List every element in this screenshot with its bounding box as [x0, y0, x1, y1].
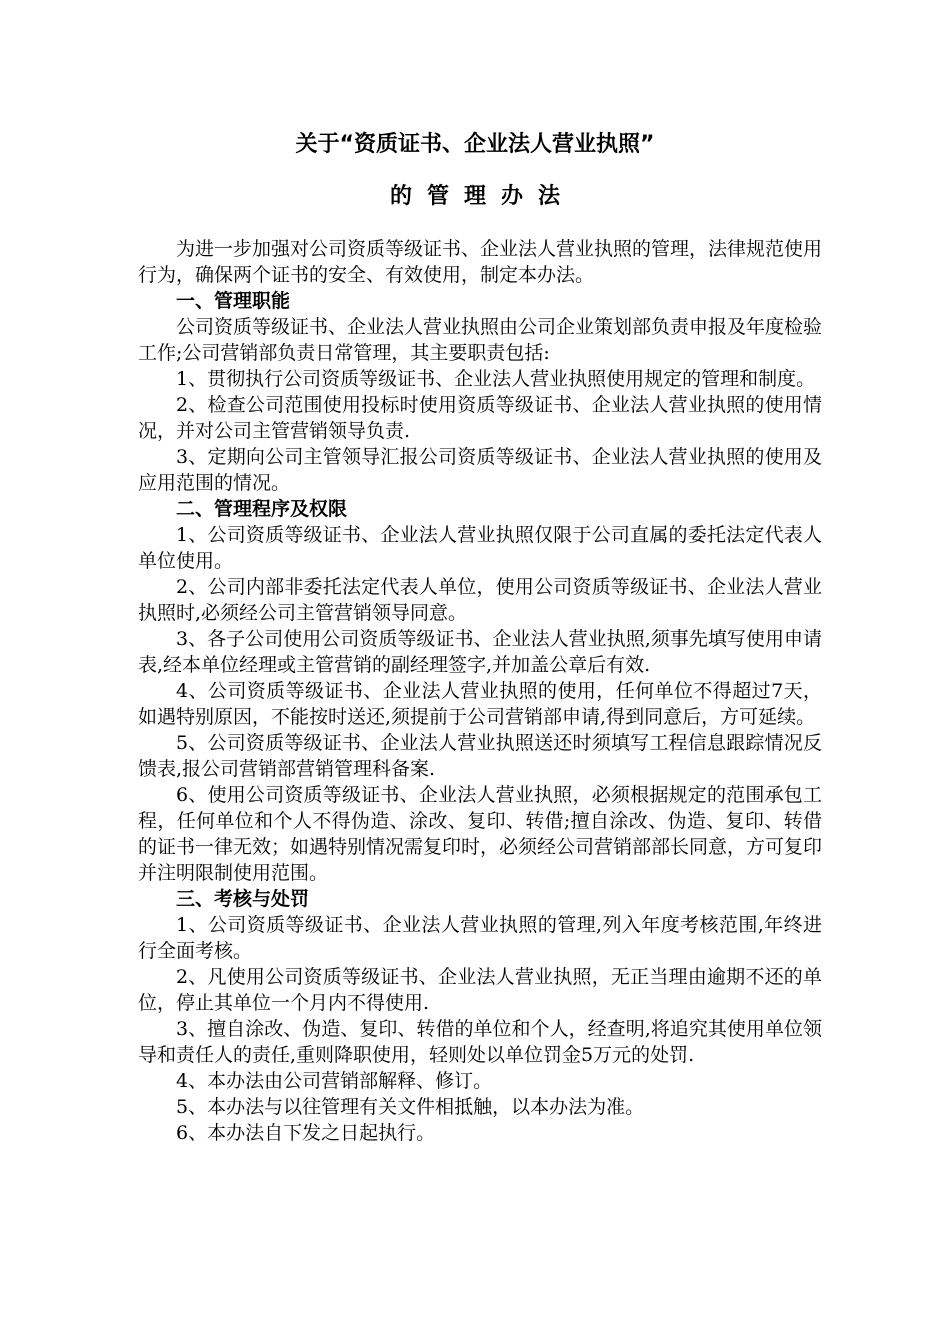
section-paragraph: 5、本办法与以往管理有关文件相抵触，以本办法为准。 — [176, 1096, 645, 1118]
section-paragraph: 4、本办法由公司营销部解释、修订。 — [176, 1070, 493, 1092]
section-paragraph: 3、擅自涂改、伪造、复印、转借的单位和个人，经查明,将追究其使用单位领导和责任人的责任,重则降职使用，轻则处以单位罚金5万元的处罚. — [138, 1018, 822, 1066]
section-heading: 三、考核与处罚 — [176, 888, 310, 910]
section-assessment-penalties — [138, 886, 822, 1146]
section-paragraph: 6、本办法自下发之日起执行。 — [176, 1122, 436, 1144]
section-paragraph: 1、贯彻执行公司资质等级证书、企业法人营业执照使用规定的管理和制度。 — [176, 368, 816, 390]
section-procedures-authority — [138, 496, 822, 886]
section-paragraph: 1、公司资质等级证书、企业法人营业执照的管理,列入年度考核范围,年终进行全面考核。 — [138, 914, 822, 962]
section-paragraph: 公司资质等级证书、企业法人营业执照由公司企业策划部负责申报及年度检验工作;公司营销部负责日常管理，其主要职责包括: — [138, 316, 823, 364]
document-body — [138, 236, 822, 1146]
section-paragraph: 4、公司资质等级证书、企业法人营业执照的使用，任何单位不得超过7天，如遇特别原因，不能按时送还,须提前于公司营销部申请,得到同意后，方可延续。 — [138, 680, 822, 728]
section-management-functions — [138, 288, 822, 496]
section-heading: 二、管理程序及权限 — [176, 498, 348, 520]
document-title-line2: 的管理办法 — [389, 184, 575, 209]
section-heading: 一、管理职能 — [176, 290, 291, 312]
intro-paragraph: 为进一步加强对公司资质等级证书、企业法人营业执照的管理，法律规范使用行为，确保两个证书的安全、有效使用，制定本办法。 — [138, 238, 823, 286]
section-paragraph: 3、各子公司使用公司资质等级证书、企业法人营业执照,须事先填写使用申请表,经本单位经理或主管营销的副经理签字,并加盖公章后有效. — [138, 628, 822, 676]
section-paragraph: 2、检查公司范围使用投标时使用资质等级证书、企业法人营业执照的使用情况，并对公司主管营销领导负责. — [138, 394, 822, 442]
section-paragraph: 2、公司内部非委托法定代表人单位，使用公司资质等级证书、企业法人营业执照时,必须经公司主管营销领导同意。 — [138, 576, 822, 624]
section-paragraph: 6、使用公司资质等级证书、企业法人营业执照，必须根据规定的范围承包工程，任何单位和个人不得伪造、涂改、复印、转借;擅自涂改、伪造、复印、转借的证书一律无效；如遇特别情况需复印时，必须经公司营销部部长同意，方可复印并注明限制使用范围。 — [138, 784, 823, 884]
section-paragraph: 2、凡使用公司资质等级证书、企业法人营业执照，无正当理由逾期不还的单位，停止其单位一个月内不得使用. — [138, 966, 822, 1014]
document-title-line1: 关于“资质证书、企业法人营业执照” — [295, 132, 655, 157]
section-paragraph: 5、公司资质等级证书、企业法人营业执照送还时须填写工程信息跟踪情况反馈表,报公司营销部营销管理科备案. — [138, 732, 822, 780]
section-paragraph: 1、公司资质等级证书、企业法人营业执照仅限于公司直属的委托法定代表人单位使用。 — [138, 524, 822, 572]
section-paragraph: 3、定期向公司主管领导汇报公司资质等级证书、企业法人营业执照的使用及应用范围的情况。 — [138, 446, 822, 494]
